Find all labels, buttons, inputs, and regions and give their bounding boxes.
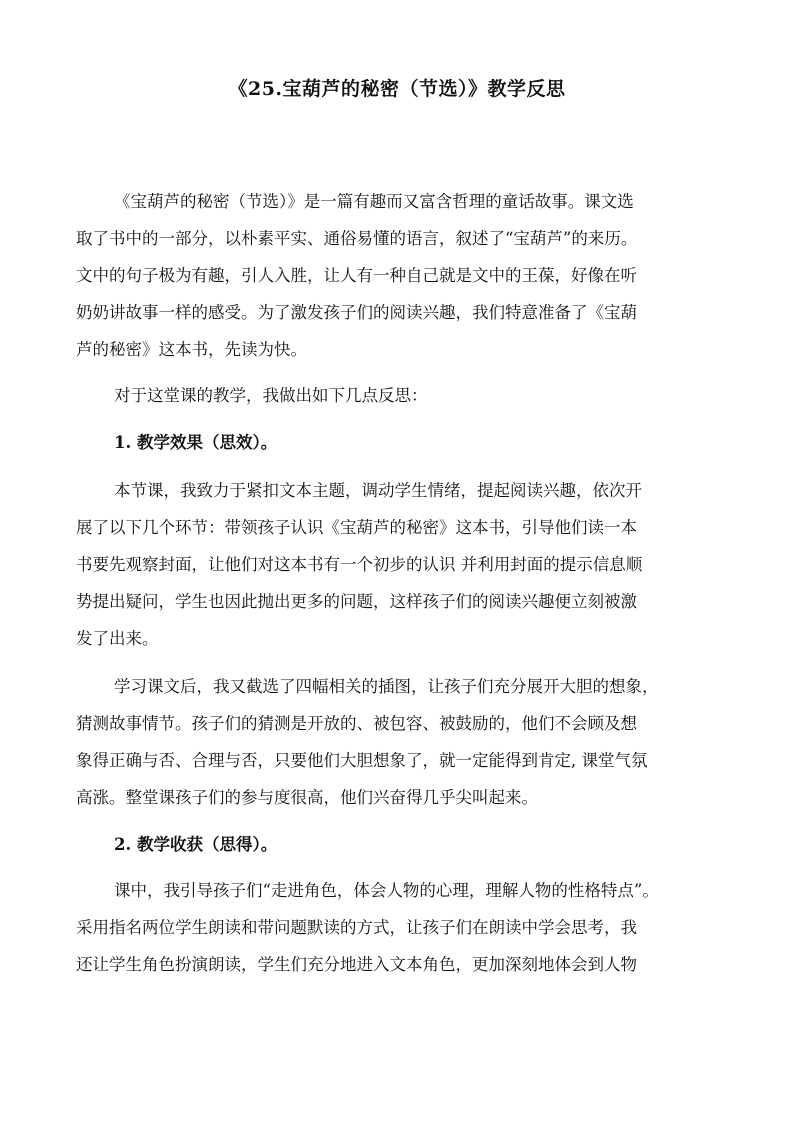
text-line: 书要先观察封面，让他们对这本书有一个初步的认识 并利用封面的提示信息顺 bbox=[76, 555, 643, 574]
text-line: 取了书中的一部分，以朴素平实、通俗易懂的语言，叙述了“宝葫芦”的来历。 bbox=[76, 229, 638, 248]
text-line: 对于这堂课的教学，我做出如下几点反思： bbox=[114, 386, 428, 405]
section-heading: 2. 教学收获（思得）。 bbox=[114, 835, 278, 854]
text-line: 《宝葫芦的秘密（节选）》是一篇有趣而又富含哲理的童话故事。课文选 bbox=[114, 192, 634, 211]
text-line: 采用指名两位学生朗读和带问题默读的方式，让孩子们在朗读中学会思考，我 bbox=[76, 918, 637, 937]
section-heading-gain bbox=[76, 826, 746, 863]
text-line: 奶奶讲故事一样的感受。为了激发孩子们的阅读兴趣，我们特意准备了《宝葫 bbox=[76, 303, 637, 322]
text-line: 本节课，我致力于紧扣文本主题，调动学生情绪，提起阅读兴趣，依次开 bbox=[114, 481, 642, 500]
section-heading: 1. 教学效果（思效）。 bbox=[114, 433, 278, 452]
section1-paragraph2 bbox=[76, 668, 746, 816]
text-line: 文中的句子极为有趣，引人入胜，让人有一种自己就是文中的王葆，好像在听 bbox=[76, 266, 637, 285]
text-line: 展了以下几个环节：带领孩子认识《宝葫芦的秘密》这本书，引导他们读一本 bbox=[76, 518, 637, 537]
reflection-lead-paragraph bbox=[76, 377, 746, 414]
text-line: 学习课文后，我又截选了四幅相关的插图，让孩子们充分展开大胆的想象， bbox=[114, 677, 659, 696]
intro-paragraph bbox=[76, 183, 746, 368]
document-title: 《25.宝葫芦的秘密（节选）》教学反思 bbox=[228, 78, 566, 100]
section-heading-effect bbox=[76, 424, 746, 461]
section2-paragraph1 bbox=[76, 872, 746, 983]
text-line: 猜测故事情节。孩子们的猜测是开放的、被包容、被鼓励的，他们不会顾及想 bbox=[76, 714, 637, 733]
text-line: 高涨。整堂课孩子们的参与度很高，他们兴奋得几乎尖叫起来。 bbox=[76, 788, 538, 807]
text-line: 势提出疑问，学生也因此抛出更多的问题，这样孩子们的阅读兴趣便立刻被激 bbox=[76, 592, 637, 611]
text-line: 发了出来。 bbox=[76, 629, 159, 648]
text-line: 象得正确与否、合理与否，只要他们大胆想象了，就一定能得到肯定, 课堂气氛 bbox=[76, 751, 648, 770]
text-line: 芦的秘密》这本书，先读为快。 bbox=[76, 340, 307, 359]
section1-paragraph1 bbox=[76, 472, 746, 657]
text-line: 课中，我引导孩子们“走进角色，体会人物的心理，理解人物的性格特点”。 bbox=[114, 881, 659, 900]
text-line: 还让学生角色扮演朗读，学生们充分地进入文本角色，更加深刻地体会到人物 bbox=[76, 955, 637, 974]
